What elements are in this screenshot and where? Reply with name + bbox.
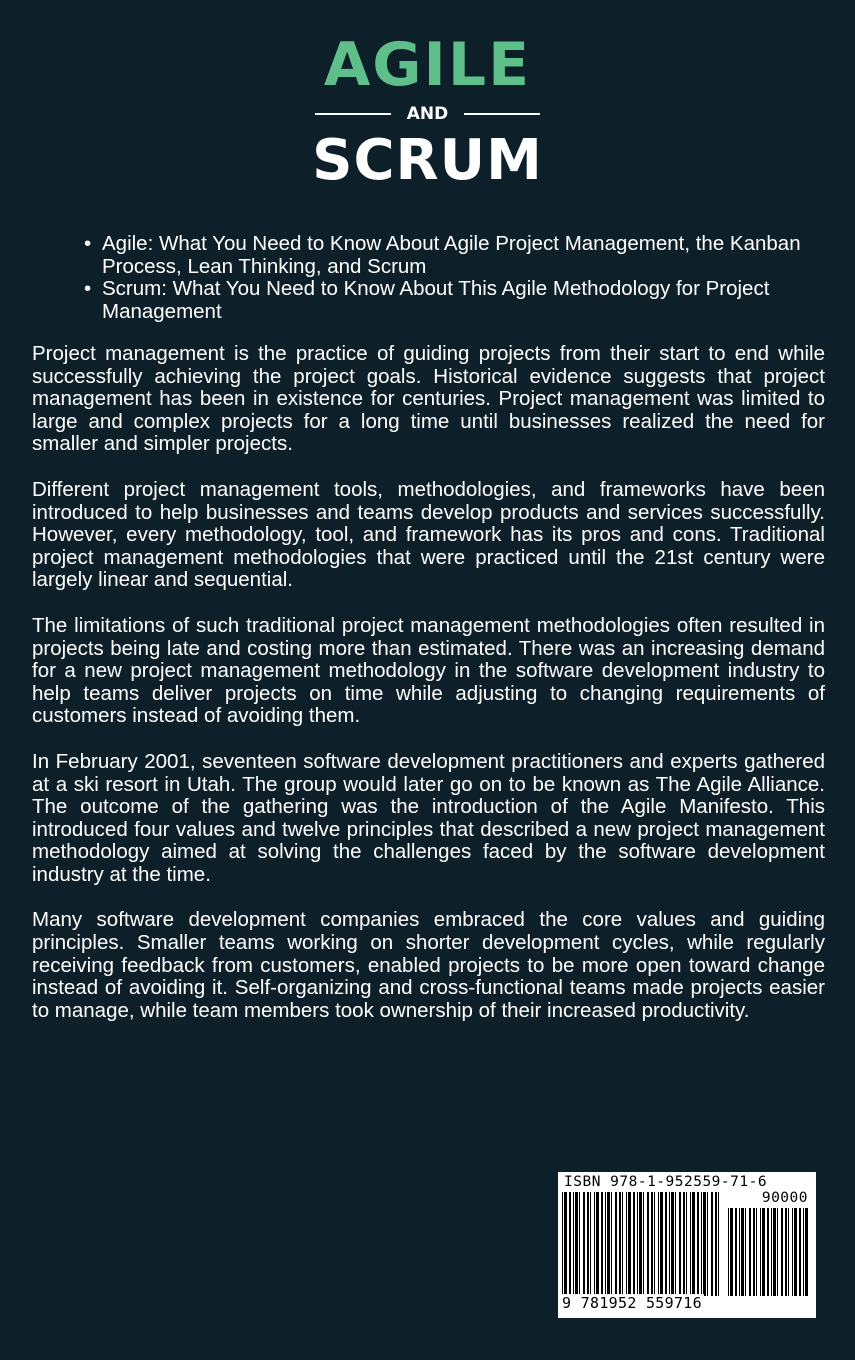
barcode-bar bbox=[575, 1192, 578, 1296]
barcode-bar bbox=[564, 1192, 567, 1296]
barcode-bar bbox=[639, 1192, 642, 1296]
barcode-bar bbox=[579, 1192, 580, 1296]
paragraph: The limitations of such traditional project management methodologies often resulted in projects being late and costing more than estimated. There was an increasing demand for a new project management methodology in the software development industry to help teams deliver projects on time while adjusting to changing requirements of customers instead of avoiding them. bbox=[32, 613, 825, 728]
divider-line-right bbox=[464, 113, 540, 115]
isbn-label: ISBN 978-1-952559-71-6 bbox=[564, 1174, 768, 1190]
barcode-bar bbox=[637, 1192, 638, 1296]
barcode-bar bbox=[777, 1208, 778, 1296]
barcode-bar bbox=[679, 1192, 681, 1296]
barcode-bar bbox=[619, 1192, 621, 1296]
cover-title bbox=[0, 30, 855, 196]
barcode-bar bbox=[697, 1192, 699, 1296]
barcode-bar bbox=[749, 1208, 751, 1296]
barcode-bar bbox=[660, 1192, 663, 1296]
barcode-bar bbox=[573, 1192, 574, 1296]
barcode-bar bbox=[760, 1208, 761, 1296]
list-item: • Scrum: What You Need to Know About This Agile Methodology for Project Management bbox=[84, 278, 844, 323]
barcode-bar bbox=[707, 1192, 708, 1296]
barcode-bar bbox=[647, 1192, 649, 1296]
barcode-bar bbox=[703, 1192, 706, 1296]
barcode-bar bbox=[611, 1192, 612, 1296]
barcode-bar bbox=[671, 1192, 674, 1296]
barcode-bar bbox=[607, 1192, 610, 1296]
barcode-bar bbox=[622, 1192, 623, 1296]
paragraph: In February 2001, seventeen software development practitioners and experts gathered at a ski resort in Utah. The group would later go on to be known as The Agile Alliance. The outcome of the gathering was the introduction of the Agile Manifesto. This introduced four values and twelve principles that described a new project management methodology aimed at solving the challenges faced by the software development industry at the time. bbox=[32, 749, 825, 886]
barcode-bar bbox=[615, 1192, 617, 1296]
barcode-bar bbox=[669, 1192, 670, 1296]
barcode-bar bbox=[701, 1192, 702, 1296]
barcode-bar bbox=[651, 1192, 653, 1296]
barcode-bar bbox=[805, 1208, 808, 1296]
barcode-bar bbox=[654, 1192, 655, 1296]
barcode-bar bbox=[718, 1192, 719, 1296]
barcode-bar bbox=[594, 1192, 595, 1296]
barcode-bar bbox=[785, 1208, 787, 1296]
barcode-bar bbox=[773, 1208, 776, 1296]
barcode-bar bbox=[799, 1208, 801, 1296]
barcode-bar bbox=[792, 1208, 793, 1296]
title-connector-row bbox=[0, 104, 855, 124]
barcode-bar bbox=[643, 1192, 644, 1296]
barcode-bar bbox=[686, 1192, 687, 1296]
divider-line-left bbox=[315, 113, 391, 115]
barcode-bar bbox=[675, 1192, 676, 1296]
ean-number: 9 781952 559716 bbox=[562, 1294, 702, 1312]
barcode-bar bbox=[794, 1208, 797, 1296]
barcode-bar bbox=[587, 1192, 589, 1296]
barcode-bar bbox=[626, 1192, 627, 1296]
title-and: AND bbox=[406, 104, 449, 124]
list-item: • Agile: What You Need to Know About Agile Project Management, the Kanban Process, Lean Thinking, and Scrum bbox=[84, 233, 844, 278]
title-scrum: SCRUM bbox=[312, 128, 543, 193]
price-code: 90000 bbox=[761, 1190, 808, 1206]
barcode-bar bbox=[569, 1192, 571, 1296]
barcode-bar bbox=[767, 1208, 769, 1296]
barcode-bar bbox=[711, 1192, 713, 1296]
barcode-bar bbox=[590, 1192, 591, 1296]
barcode-bar bbox=[739, 1208, 740, 1296]
barcode-bar bbox=[735, 1208, 737, 1296]
barcode-bar bbox=[741, 1208, 744, 1296]
paragraph: Project management is the practice of guiding projects from their start to end while successfully achieving the project goals. Historical evidence suggests that project management has been in existence for centuries. Project management was limited to large and complex projects for a long time until businesses realized the need for smaller and simpler projects. bbox=[32, 342, 825, 456]
barcode-bar bbox=[601, 1192, 603, 1296]
barcode-bar bbox=[583, 1192, 585, 1296]
barcode-bar bbox=[771, 1208, 772, 1296]
ean-barcode-bars bbox=[562, 1192, 722, 1296]
barcode-bar bbox=[756, 1208, 757, 1296]
paragraph: Different project management tools, methodologies, and frameworks have been introduced to help businesses and teams develop products and services successfully. However, every methodology, tool, and framework has its pros and cons. Traditional project management methodologies that were practiced until the 21st century were largely linear and sequential. bbox=[32, 477, 825, 592]
barcode-bar bbox=[605, 1192, 606, 1296]
addon-barcode-bars bbox=[728, 1208, 808, 1296]
contents-list bbox=[84, 233, 844, 323]
barcode-bar bbox=[596, 1192, 599, 1296]
barcode-bar bbox=[753, 1208, 755, 1296]
barcode-bar bbox=[690, 1192, 691, 1296]
barcode-bar bbox=[730, 1208, 733, 1296]
barcode-bar bbox=[788, 1208, 789, 1296]
barcode-bar bbox=[562, 1192, 563, 1296]
barcode-bar bbox=[658, 1192, 659, 1296]
barcode-bar bbox=[692, 1192, 695, 1296]
title-agile: AGILE bbox=[323, 30, 532, 100]
barcode-bar bbox=[683, 1192, 685, 1296]
blurb-body bbox=[32, 343, 825, 1045]
barcode-bar bbox=[665, 1192, 667, 1296]
paragraph: Many software development companies embraced the core values and guiding principles. Smaller teams working on shorter development cycles, while regularly receiving feedback from customers, enabled projects to be more open toward change instead of avoiding it. Self-organizing and cross-functional teams made projects easier to manage, while team members took ownership of their increased productivity. bbox=[32, 908, 825, 1022]
barcode-bar bbox=[728, 1208, 729, 1296]
barcode-bar bbox=[781, 1208, 783, 1296]
barcode-bar bbox=[628, 1192, 631, 1296]
barcode-bar bbox=[633, 1192, 635, 1296]
barcode-bar bbox=[715, 1192, 717, 1296]
barcode-bar bbox=[762, 1208, 765, 1296]
barcode-bar bbox=[745, 1208, 746, 1296]
isbn-barcode bbox=[558, 1172, 816, 1318]
barcode-bar bbox=[803, 1208, 804, 1296]
